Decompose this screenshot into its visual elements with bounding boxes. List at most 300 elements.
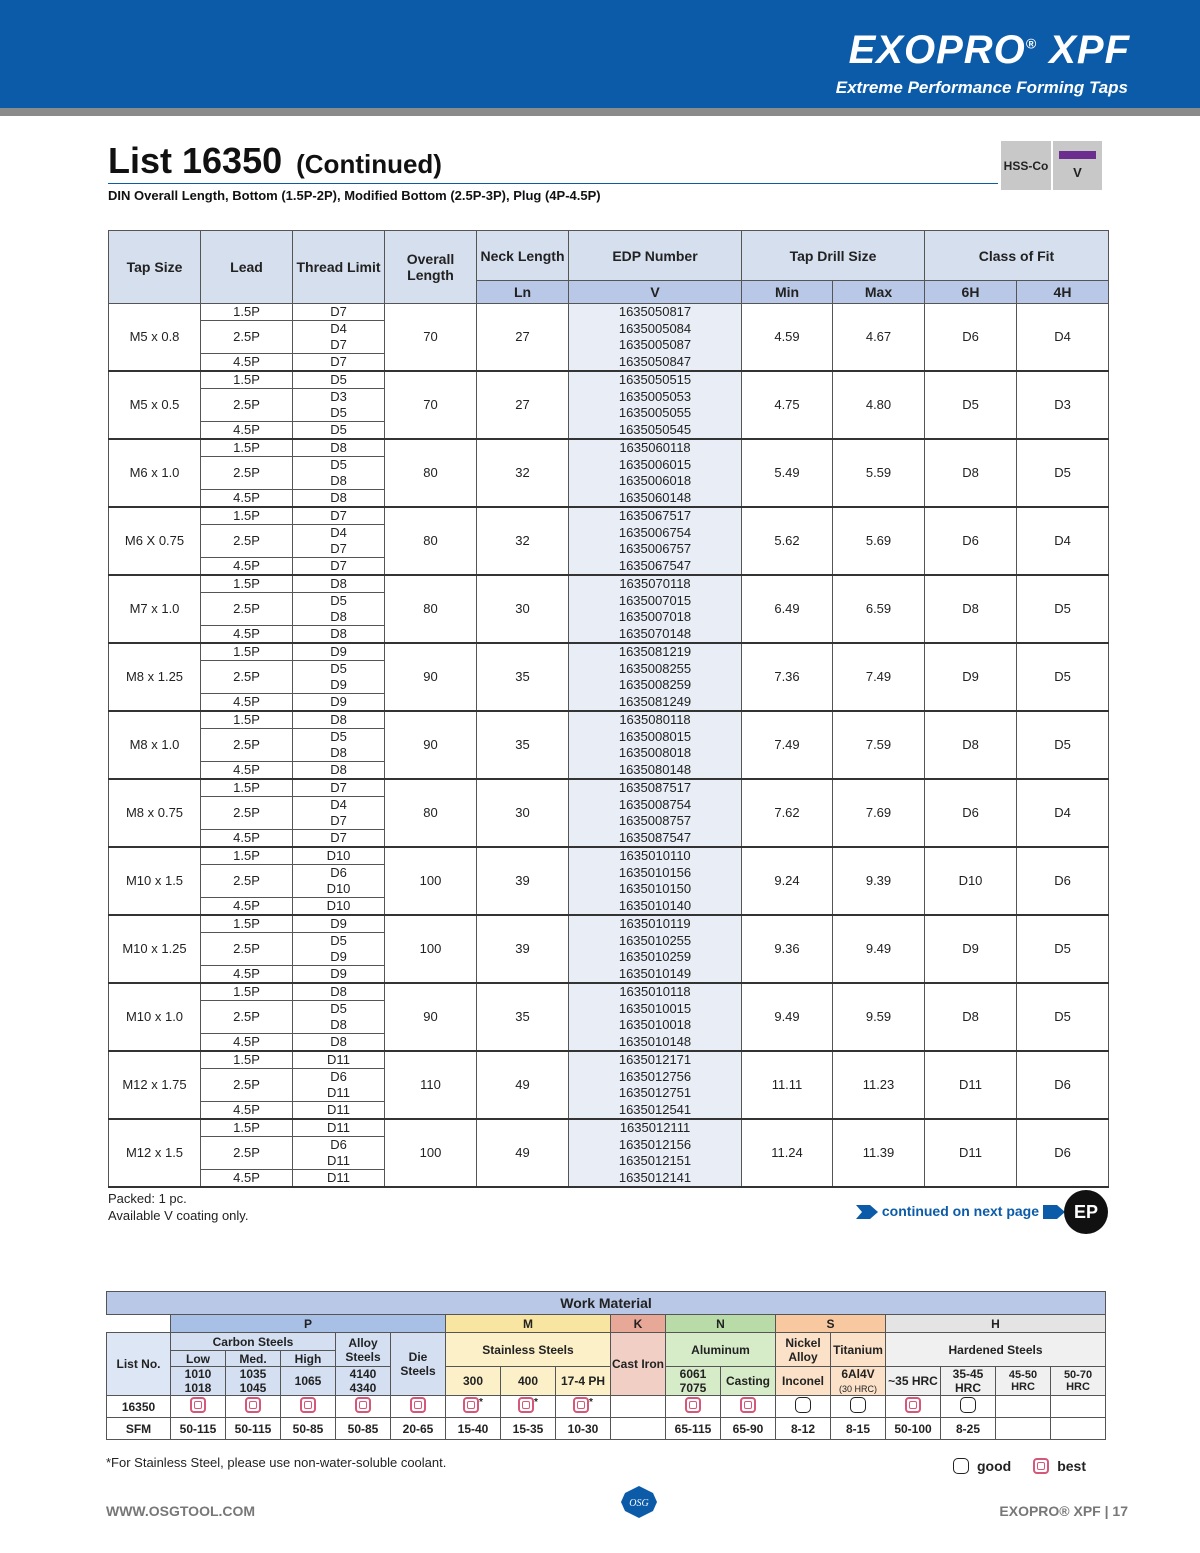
edp-cell: 1635008015 [569,729,742,746]
lead-cell: 2.5P [201,525,293,558]
rating-cell [831,1396,886,1418]
edp-cell: 1635007015 [569,593,742,610]
lead-cell: 4.5P [201,1034,293,1052]
thread-limit-cell: D5 [293,405,385,422]
header-tap-size: Tap Size [109,231,201,304]
edp-cell: 1635008754 [569,797,742,814]
edp-cell: 1635067517 [569,507,742,525]
product-table [108,230,1109,1188]
material-col: 45-50 HRC [996,1367,1051,1396]
table-notes [108,1190,248,1224]
lead-cell: 4.5P [201,422,293,440]
stainless-header: Stainless Steels [446,1333,611,1367]
rating-cell [226,1396,281,1418]
header-edp: EDP Number [569,231,742,281]
list-no-value: 16350 [107,1396,171,1418]
alloy-steels-header: Alloy Steels [336,1333,391,1367]
thread-limit-cell: D8 [293,609,385,626]
work-material-table [106,1291,1106,1440]
lead-cell: 1.5P [201,847,293,865]
sfm-cell: 15-35 [501,1418,556,1440]
drill-max-cell: 6.59 [833,575,925,643]
thread-limit-cell: D11 [293,1170,385,1188]
thread-limit-cell: D4 [293,797,385,814]
header-4h: 4H [1017,281,1109,304]
lead-cell: 4.5P [201,354,293,372]
fit-6h-cell: D8 [925,983,1017,1051]
rating-cell: * [556,1396,611,1418]
thread-limit-cell: D5 [293,933,385,950]
sfm-cell: 50-85 [336,1418,391,1440]
neck-length-cell: 30 [477,575,569,643]
thread-limit-cell: D6 [293,865,385,882]
lead-cell: 1.5P [201,779,293,797]
sfm-cell: 8-25 [941,1418,996,1440]
header-6h: 6H [925,281,1017,304]
sfm-cell: 10-30 [556,1418,611,1440]
table-row [109,507,1109,525]
tap-size-cell: M10 x 1.0 [109,983,201,1051]
edp-cell: 1635010150 [569,881,742,898]
edp-cell: 1635012171 [569,1051,742,1069]
rating-legend: good best [953,1458,1086,1474]
lead-cell: 4.5P [201,1170,293,1188]
tap-size-cell: M6 X 0.75 [109,507,201,575]
list-no-header: List No. [107,1333,171,1396]
header-max: Max [833,281,925,304]
header-v: V [569,281,742,304]
neck-length-cell: 35 [477,983,569,1051]
neck-length-cell: 35 [477,643,569,711]
thread-limit-cell: D9 [293,694,385,712]
edp-cell: 1635012756 [569,1069,742,1086]
good-icon [850,1397,866,1413]
coating-note: Available V coating only. [108,1208,249,1223]
lead-cell: 2.5P [201,661,293,694]
rating-cell [1051,1396,1106,1418]
rating-cell: * [501,1396,556,1418]
table-row [109,371,1109,389]
overall-length-cell: 90 [385,711,477,779]
die-steels-header: Die Steels [391,1333,446,1396]
drill-max-cell: 7.49 [833,643,925,711]
lead-cell: 2.5P [201,1069,293,1102]
edp-cell: 1635081249 [569,694,742,712]
edp-cell: 1635060148 [569,490,742,508]
best-icon [463,1397,479,1413]
good-icon [795,1397,811,1413]
group-s: S [776,1315,886,1333]
drill-min-cell: 7.62 [742,779,833,847]
edp-cell: 1635006757 [569,541,742,558]
edp-cell: 1635012541 [569,1102,742,1120]
lead-cell: 1.5P [201,643,293,661]
neck-length-cell: 49 [477,1119,569,1187]
drill-min-cell: 4.75 [742,371,833,439]
tap-size-cell: M12 x 1.5 [109,1119,201,1187]
group-n: N [666,1315,776,1333]
edp-cell: 1635010015 [569,1001,742,1018]
rating-cell [666,1396,721,1418]
table-row [109,847,1109,865]
best-icon [410,1397,426,1413]
header-min: Min [742,281,833,304]
svg-text:OSG: OSG [629,1498,649,1509]
thread-limit-cell: D8 [293,762,385,780]
lead-cell: 2.5P [201,1001,293,1034]
drill-min-cell: 11.24 [742,1119,833,1187]
thread-limit-cell: D8 [293,1034,385,1052]
edp-cell: 1635010140 [569,898,742,916]
neck-length-cell: 30 [477,779,569,847]
thread-limit-cell: D7 [293,507,385,525]
thread-limit-cell: D3 [293,389,385,406]
tap-size-cell: M5 x 0.5 [109,371,201,439]
edp-cell: 1635007018 [569,609,742,626]
edp-cell: 1635012156 [569,1137,742,1154]
fit-4h-cell: D4 [1017,779,1109,847]
lead-cell: 2.5P [201,865,293,898]
tap-size-cell: M5 x 0.8 [109,304,201,372]
lead-cell: 2.5P [201,933,293,966]
drill-max-cell: 9.49 [833,915,925,983]
thread-limit-cell: D5 [293,371,385,389]
header-class-fit: Class of Fit [925,231,1109,281]
thread-limit-cell: D7 [293,354,385,372]
rating-cell [721,1396,776,1418]
fit-6h-cell: D11 [925,1119,1017,1187]
low-header: Low [171,1351,226,1367]
edp-cell: 1635050515 [569,371,742,389]
edp-cell: 1635008757 [569,813,742,830]
fit-6h-cell: D11 [925,1051,1017,1119]
edp-cell: 1635050817 [569,304,742,321]
lead-cell: 2.5P [201,729,293,762]
lead-cell: 2.5P [201,321,293,354]
fit-4h-cell: D5 [1017,711,1109,779]
carbon-steels-header: Carbon Steels [171,1333,336,1351]
fit-4h-cell: D5 [1017,915,1109,983]
fit-6h-cell: D8 [925,711,1017,779]
aluminum-header: Aluminum [666,1333,776,1367]
best-icon [1033,1458,1049,1474]
rating-cell [996,1396,1051,1418]
rating-cell [171,1396,226,1418]
drill-min-cell: 7.49 [742,711,833,779]
thread-limit-cell: D4 [293,525,385,542]
packed-note: Packed: 1 pc. [108,1191,187,1206]
thread-limit-cell: D8 [293,711,385,729]
best-icon [245,1397,261,1413]
fit-6h-cell: D8 [925,439,1017,507]
overall-length-cell: 100 [385,847,477,915]
tap-size-cell: M12 x 1.75 [109,1051,201,1119]
fit-4h-cell: D5 [1017,575,1109,643]
thread-limit-cell: D9 [293,966,385,984]
thread-limit-cell: D9 [293,949,385,966]
arrow-right-icon [856,1203,878,1221]
drill-max-cell: 11.39 [833,1119,925,1187]
drill-max-cell: 5.69 [833,507,925,575]
table-row [109,643,1109,661]
overall-length-cell: 80 [385,439,477,507]
coating-badge: V [1053,141,1102,190]
thread-limit-cell: D8 [293,745,385,762]
best-icon [740,1397,756,1413]
sfm-cell [996,1418,1051,1440]
thread-limit-cell: D8 [293,439,385,457]
thread-limit-cell: D7 [293,830,385,848]
lead-cell: 2.5P [201,389,293,422]
thread-limit-cell: D11 [293,1051,385,1069]
edp-cell: 1635080118 [569,711,742,729]
overall-length-cell: 70 [385,371,477,439]
thread-limit-cell: D7 [293,779,385,797]
drill-max-cell: 4.67 [833,304,925,372]
edp-cell: 1635012141 [569,1170,742,1188]
group-p: P [171,1315,446,1333]
header-neck-length: Neck Length [477,231,569,281]
hardened-header: Hardened Steels [886,1333,1106,1367]
thread-limit-cell: D11 [293,1085,385,1102]
title-rule [108,183,998,184]
material-col: 400 [501,1367,556,1396]
lead-cell: 4.5P [201,1102,293,1120]
rating-cell [281,1396,336,1418]
overall-length-cell: 100 [385,915,477,983]
lead-cell: 4.5P [201,694,293,712]
edp-cell: 1635050545 [569,422,742,440]
titanium-header: Titanium [831,1333,886,1367]
thread-limit-cell: D8 [293,983,385,1001]
edp-cell: 1635081219 [569,643,742,661]
material-col: 300 [446,1367,501,1396]
lead-cell: 2.5P [201,797,293,830]
fit-6h-cell: D6 [925,779,1017,847]
banner-stripe [0,108,1200,116]
rating-cell [611,1396,666,1418]
thread-limit-cell: D7 [293,337,385,354]
page-subtitle: DIN Overall Length, Bottom (1.5P-2P), Modified Bottom (2.5P-3P), Plug (4P-4.5P) [108,188,601,203]
lead-cell: 2.5P [201,1137,293,1170]
drill-max-cell: 9.59 [833,983,925,1051]
drill-min-cell: 5.62 [742,507,833,575]
sfm-cell [611,1418,666,1440]
lead-cell: 4.5P [201,558,293,576]
table-row [109,575,1109,593]
edp-cell: 1635005087 [569,337,742,354]
overall-length-cell: 90 [385,983,477,1051]
table-row [109,779,1109,797]
arrow-right-icon [1043,1203,1065,1221]
lead-cell: 4.5P [201,830,293,848]
best-icon [190,1397,206,1413]
rating-cell [776,1396,831,1418]
tap-size-cell: M8 x 1.0 [109,711,201,779]
lead-cell: 2.5P [201,593,293,626]
fit-4h-cell: D5 [1017,439,1109,507]
lead-cell: 4.5P [201,762,293,780]
brand-logo: EXOPRO® XPF [848,28,1130,72]
material-col: 6061 7075 [666,1367,721,1396]
lead-cell: 4.5P [201,626,293,644]
fit-4h-cell: D4 [1017,507,1109,575]
edp-cell: 1635010119 [569,915,742,933]
thread-limit-cell: D7 [293,304,385,321]
med-header: Med. [226,1351,281,1367]
overall-length-cell: 80 [385,575,477,643]
thread-limit-cell: D11 [293,1102,385,1120]
thread-limit-cell: D5 [293,729,385,746]
fit-6h-cell: D9 [925,643,1017,711]
table-row [109,1051,1109,1069]
material-col: 17-4 PH [556,1367,611,1396]
lead-cell: 4.5P [201,490,293,508]
edp-cell: 1635080148 [569,762,742,780]
header-tap-drill: Tap Drill Size [742,231,925,281]
fit-4h-cell: D5 [1017,983,1109,1051]
edp-cell: 1635010259 [569,949,742,966]
edp-cell: 1635012111 [569,1119,742,1137]
thread-limit-cell: D7 [293,558,385,576]
sfm-cell: 65-115 [666,1418,721,1440]
lead-cell: 1.5P [201,507,293,525]
thread-limit-cell: D9 [293,915,385,933]
lead-cell: 1.5P [201,983,293,1001]
sfm-cell: 8-12 [776,1418,831,1440]
neck-length-cell: 39 [477,847,569,915]
edp-cell: 1635010149 [569,966,742,984]
table-row [109,915,1109,933]
lead-cell: 1.5P [201,711,293,729]
tap-size-cell: M10 x 1.25 [109,915,201,983]
drill-max-cell: 4.80 [833,371,925,439]
page-title: List 16350 (Continued) [108,140,442,181]
thread-limit-cell: D6 [293,1137,385,1154]
thread-limit-cell: D4 [293,321,385,338]
edp-cell: 1635010148 [569,1034,742,1052]
fit-4h-cell: D4 [1017,304,1109,372]
fit-6h-cell: D6 [925,304,1017,372]
edp-cell: 1635005055 [569,405,742,422]
footer-page: EXOPRO® XPF | 17 [999,1503,1128,1519]
header-thread-limit: Thread Limit [293,231,385,304]
fit-6h-cell: D5 [925,371,1017,439]
tap-size-cell: M8 x 1.25 [109,643,201,711]
edp-cell: 1635087517 [569,779,742,797]
coating-color-bar [1059,151,1096,159]
neck-length-cell: 32 [477,439,569,507]
fit-6h-cell: D6 [925,507,1017,575]
material-col: ~35 HRC [886,1367,941,1396]
rating-cell: * [446,1396,501,1418]
sfm-cell: 50-115 [171,1418,226,1440]
thread-limit-cell: D9 [293,643,385,661]
fit-4h-cell: D5 [1017,643,1109,711]
edp-cell: 1635070148 [569,626,742,644]
edp-cell: 1635050847 [569,354,742,372]
thread-limit-cell: D10 [293,881,385,898]
thread-limit-cell: D7 [293,541,385,558]
lead-cell: 1.5P [201,371,293,389]
thread-limit-cell: D11 [293,1153,385,1170]
fit-4h-cell: D3 [1017,371,1109,439]
material-col: 35-45 HRC [941,1367,996,1396]
edp-cell: 1635010018 [569,1017,742,1034]
edp-cell: 1635008255 [569,661,742,678]
continued-link[interactable]: continued on next page [856,1203,1065,1221]
brand-tagline: Extreme Performance Forming Taps [835,78,1128,97]
good-icon [953,1458,969,1474]
sfm-cell: 50-85 [281,1418,336,1440]
thread-limit-cell: D8 [293,473,385,490]
header-lead: Lead [201,231,293,304]
drill-max-cell: 5.59 [833,439,925,507]
thread-limit-cell: D5 [293,1001,385,1018]
material-col: 50-70 HRC [1051,1367,1106,1396]
lead-cell: 1.5P [201,304,293,321]
edp-cell: 1635005053 [569,389,742,406]
cast-iron-header: Cast Iron [611,1333,666,1396]
edp-cell: 1635087547 [569,830,742,848]
edp-cell: 1635070118 [569,575,742,593]
table-row [109,983,1109,1001]
thread-limit-cell: D5 [293,457,385,474]
edp-cell: 1635060118 [569,439,742,457]
fit-6h-cell: D10 [925,847,1017,915]
drill-min-cell: 9.36 [742,915,833,983]
drill-max-cell: 7.69 [833,779,925,847]
lead-cell: 1.5P [201,575,293,593]
drill-min-cell: 5.49 [742,439,833,507]
table-row [109,304,1109,321]
edp-cell: 1635012751 [569,1085,742,1102]
rating-cell [391,1396,446,1418]
table-row [109,439,1109,457]
best-icon [300,1397,316,1413]
lead-cell: 4.5P [201,898,293,916]
edp-cell: 1635006018 [569,473,742,490]
best-icon [905,1397,921,1413]
overall-length-cell: 80 [385,507,477,575]
neck-length-cell: 27 [477,371,569,439]
neck-length-cell: 27 [477,304,569,372]
neck-length-cell: 49 [477,1051,569,1119]
overall-length-cell: 90 [385,643,477,711]
drill-min-cell: 7.36 [742,643,833,711]
material-col: Casting [721,1367,776,1396]
rating-cell [336,1396,391,1418]
thread-limit-cell: D5 [293,661,385,678]
overall-length-cell: 110 [385,1051,477,1119]
tap-size-cell: M7 x 1.0 [109,575,201,643]
edp-cell: 1635010110 [569,847,742,865]
lead-cell: 2.5P [201,457,293,490]
material-col: 4140 4340 [336,1367,391,1396]
material-col: 1010 1018 [171,1367,226,1396]
material-col: 1065 [281,1367,336,1396]
fit-6h-cell: D9 [925,915,1017,983]
sfm-cell [1051,1418,1106,1440]
tap-size-cell: M10 x 1.5 [109,847,201,915]
thread-limit-cell: D8 [293,626,385,644]
thread-limit-cell: D5 [293,593,385,610]
neck-length-cell: 32 [477,507,569,575]
material-badge: HSS-Co [1001,141,1051,190]
header-banner [0,0,1200,108]
footer-website[interactable]: WWW.OSGTOOL.COM [106,1503,256,1519]
material-col: 6Al4V (30 HRC) [831,1367,886,1396]
